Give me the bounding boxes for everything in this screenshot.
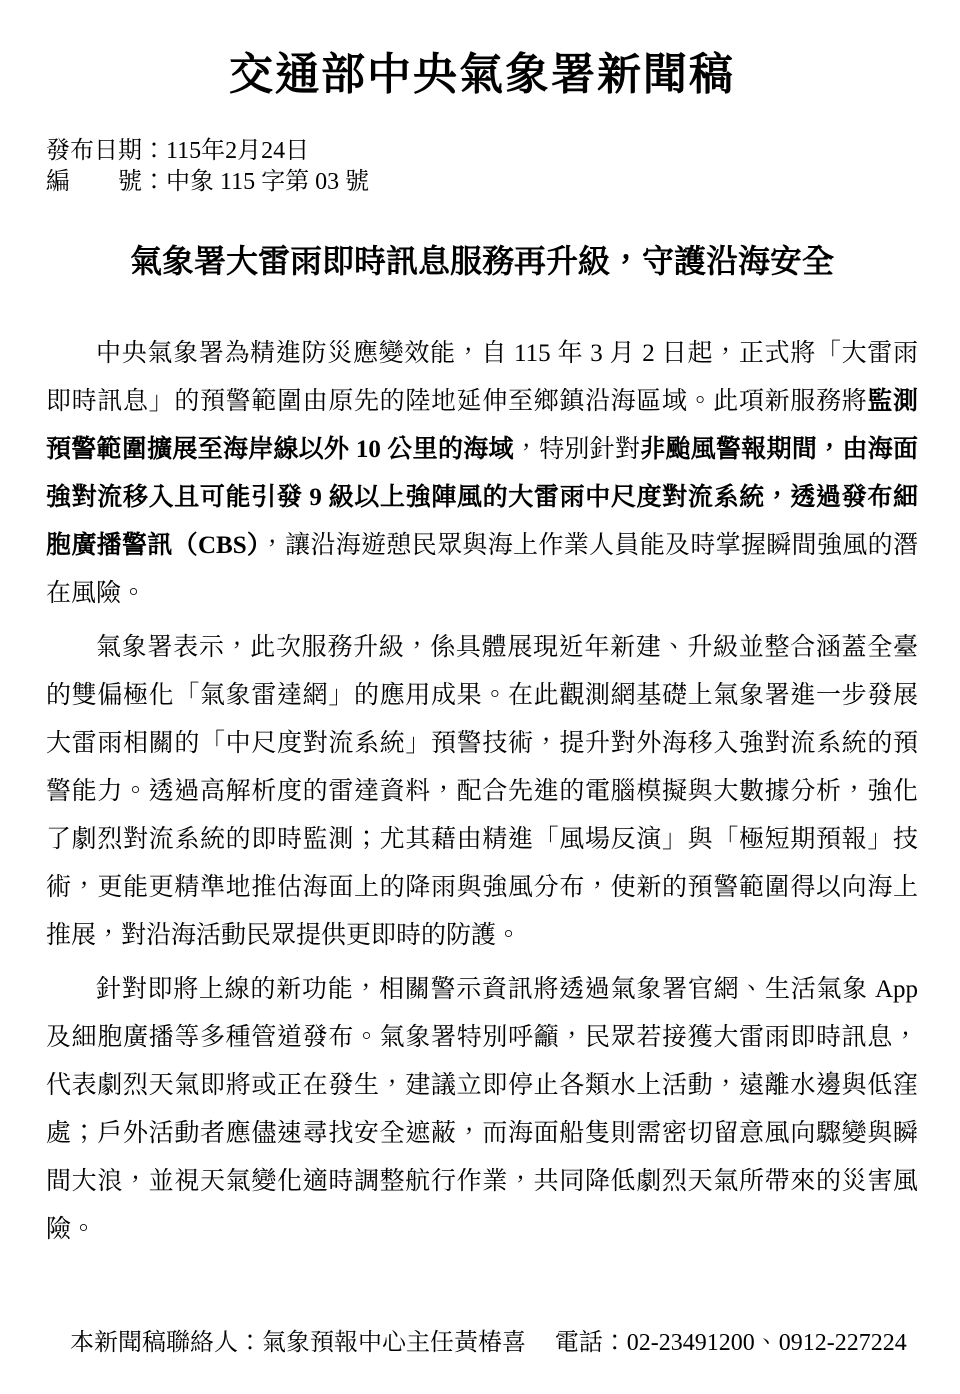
paragraph: [46, 624, 918, 960]
paragraph: [46, 966, 918, 1254]
text-segment: ，特別針對: [513, 436, 641, 463]
article-body: [46, 330, 918, 1254]
text-segment: 氣象署表示，此次服務升級，係具體展現近年新建、升級並整合涵蓋全臺的雙偏極化「氣象雷達網」的應用成果。在此觀測網基礎上氣象署進一步發展大雷雨相關的「中尺度對流系統」預警技術，提升對外海移入強對流系統的預警能力。透過高解析度的雷達資料，配合先進的電腦模擬與大數據分析，強化了劇烈對流系統的即時監測；尤其藉由精進「風場反演」與「極短期預報」技術，更能更精準地推估海面上的降雨與強風分布，使新的預警範圍得以向海上推展，對沿海活動民眾提供更即時的防護。: [46, 634, 918, 949]
text-segment: ，讓沿海遊憩民眾與海上作業人員能及時掌握瞬間強風的潛在風險。: [46, 532, 918, 607]
emphasized-text-segment: 監測預警範圍擴展至海岸線以外 10 公里的海域: [46, 388, 918, 463]
doc-number-line: 編 號：中象 115 字第 03 號: [46, 169, 370, 195]
release-date-line: 發布日期：115年2月24日: [46, 138, 310, 164]
emphasized-text-segment: 非颱風警報期間，由海面強對流移入且可能引發 9 級以上強陣風的大雷雨中尺度對流系統，透過發布細胞廣播警訊（CBS）: [46, 436, 918, 559]
headline: 氣象署大雷雨即時訊息服務再升級，守護沿海安全: [129, 243, 834, 279]
text-segment: 中央氣象署為精進防災應變效能，自 115 年 3 月 2 日起，正式將「大雷雨即時訊息」的預警範圍由原先的陸地延伸至鄉鎮沿海區域。此項新服務將: [46, 340, 918, 415]
contact-footer: [46, 1292, 918, 1394]
document-title: 交通部中央氣象署新聞稿: [229, 50, 735, 99]
meta-block: [46, 136, 918, 198]
text-segment: 針對即將上線的新功能，相關警示資訊將透過氣象署官網、生活氣象 App 及細胞廣播等多種管道發布。氣象署特別呼籲，民眾若接獲大雷雨即時訊息，代表劇烈天氣即將或正在發生，建議立即停止各類水上活動，遠離水邊與低窪處；戶外活動者應儘速尋找安全遮蔽，而海面船隻則需密切留意風向驟變與瞬間大浪，並視天氣變化適時調整航行作業，共同降低劇烈天氣所帶來的災害風險。: [46, 976, 918, 1243]
contact-person: 本新聞稿聯絡人：氣象預報中心主任黃椿喜: [70, 1330, 526, 1356]
paragraph: [46, 330, 918, 618]
contact-phone: 電話：02-23491200、0912-227224: [554, 1330, 907, 1356]
